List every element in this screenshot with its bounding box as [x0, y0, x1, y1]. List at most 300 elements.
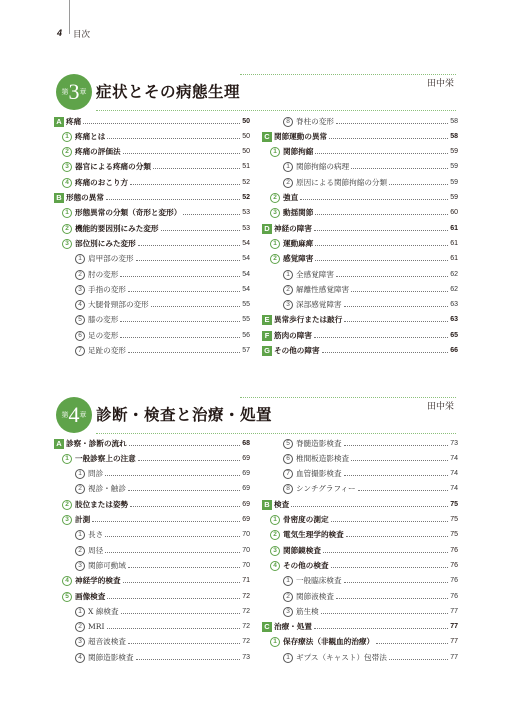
toc-entry[interactable] — [54, 114, 250, 128]
toc-entry[interactable] — [262, 436, 458, 450]
toc-entry[interactable] — [262, 236, 458, 250]
toc-entry[interactable] — [262, 344, 458, 358]
dot-leader — [358, 490, 449, 491]
item-number-badge: 1 — [270, 637, 280, 647]
toc-entry-page: 68 — [242, 439, 250, 447]
toc-entry-label: 脊髄造影検査 — [296, 438, 342, 448]
toc-entry-label: 疼痛のおこり方 — [75, 177, 129, 187]
item-number-badge: 1 — [270, 147, 280, 157]
toc-entry[interactable] — [54, 604, 250, 618]
toc-entry-label: 関節鏡検査 — [283, 545, 321, 555]
toc-entry-label: その他の検査 — [283, 560, 329, 570]
dot-leader — [389, 659, 448, 660]
section-letter-badge: C — [262, 132, 272, 142]
dot-leader — [105, 536, 240, 537]
item-number-badge: 3 — [75, 285, 85, 295]
toc-entry[interactable] — [262, 451, 458, 465]
dot-leader — [376, 643, 448, 644]
toc-entry-label: 異常歩行または跛行 — [274, 315, 343, 325]
dot-leader — [389, 184, 448, 185]
dot-leader — [130, 184, 240, 185]
item-number-badge: 3 — [75, 637, 85, 647]
item-number-badge: 2 — [62, 500, 72, 510]
toc-entry-label: 肩甲部の変形 — [88, 254, 134, 264]
toc-entry-label: 椎間板造影検査 — [296, 453, 350, 463]
toc-entry-page: 65 — [450, 331, 458, 339]
dot-leader — [344, 321, 448, 322]
toc-entry-page: 62 — [450, 270, 458, 278]
toc-entry-label: 機能的要因別にみた変形 — [75, 223, 159, 233]
margin-rule — [69, 0, 70, 34]
dot-leader — [128, 291, 240, 292]
toc-entry-label: 診察・診断の流れ — [66, 438, 127, 448]
toc-entry-page: 69 — [242, 485, 250, 493]
toc-entry-page: 70 — [242, 561, 250, 569]
toc-entry[interactable] — [54, 650, 250, 664]
toc-entry[interactable] — [54, 589, 250, 603]
item-number-badge: 5 — [75, 315, 85, 325]
toc-entry[interactable] — [54, 313, 250, 327]
toc-entry[interactable] — [262, 497, 458, 511]
toc-entry[interactable] — [262, 175, 458, 189]
toc-entry-label: 疼痛の評価法 — [75, 147, 121, 157]
toc-entry-page: 61 — [450, 239, 458, 247]
toc-entry-label: 関節拘縮 — [283, 147, 314, 157]
toc-entry-page: 52 — [242, 178, 250, 186]
toc-entry-page: 50 — [242, 148, 250, 156]
item-number-badge: 2 — [283, 285, 293, 295]
toc-entry-label: シンチグラフィー — [296, 484, 356, 494]
toc-entry[interactable] — [262, 543, 458, 557]
toc-entry-page: 54 — [242, 285, 250, 293]
toc-entry-page: 72 — [242, 638, 250, 646]
toc-entry-page: 55 — [242, 301, 250, 309]
dot-leader — [136, 659, 241, 660]
chapter-badge: 第 3 章 — [56, 74, 92, 110]
toc-entry-label: 器官による疼痛の分類 — [75, 162, 151, 172]
dot-leader — [128, 643, 240, 644]
dot-leader — [107, 138, 240, 139]
toc-entry-page: 63 — [450, 301, 458, 309]
toc-entry[interactable] — [54, 574, 250, 588]
item-number-badge: 8 — [283, 117, 293, 127]
dot-leader — [329, 138, 448, 139]
chapter-author: 田中栄 — [426, 79, 454, 89]
toc-entry-page: 59 — [450, 148, 458, 156]
dot-leader — [105, 552, 240, 553]
toc-entry[interactable] — [262, 574, 458, 588]
toc-entry[interactable] — [262, 114, 458, 128]
toc-entry-label: 深部感覚障害 — [296, 300, 342, 310]
dot-leader — [314, 337, 448, 338]
toc-entry-label: 形態の異常 — [66, 193, 104, 202]
dot-leader — [92, 521, 240, 522]
item-number-badge: 4 — [270, 561, 280, 571]
dot-leader — [315, 245, 448, 246]
toc-entry-label: 問診 — [88, 469, 104, 479]
toc-entry[interactable] — [262, 252, 458, 266]
toc-entry-page: 54 — [242, 239, 250, 247]
toc-entry-label: X 線検査 — [88, 606, 119, 616]
toc-entry-page: 54 — [242, 270, 250, 278]
toc-entry-page: 70 — [242, 546, 250, 554]
toc-entry-label: 運動麻痺 — [283, 238, 314, 248]
toc-entry-page: 75 — [450, 516, 458, 523]
toc-entry[interactable] — [262, 635, 458, 649]
item-number-badge: 1 — [270, 239, 280, 249]
toc-entry[interactable] — [54, 160, 250, 174]
toc-entry-label: 保存療法（非観血的治療） — [283, 637, 375, 647]
toc-entry-page: 77 — [450, 623, 458, 631]
item-number-badge: 8 — [283, 484, 293, 494]
toc-entry-page: 74 — [450, 470, 458, 478]
dot-leader — [130, 506, 240, 507]
toc-entry-page: 77 — [450, 653, 458, 661]
dot-leader — [321, 613, 448, 614]
item-number-badge: 2 — [270, 254, 280, 264]
toc-entry-page: 55 — [242, 316, 250, 324]
item-number-badge: 3 — [62, 162, 72, 172]
toc-entry-page: 54 — [242, 255, 250, 263]
toc-entry-page: 50 — [242, 132, 250, 140]
toc-entry-page: 76 — [450, 577, 458, 585]
item-number-badge: 2 — [270, 530, 280, 540]
toc-entry[interactable] — [262, 206, 458, 220]
toc-entry-page: 72 — [242, 592, 250, 600]
dot-leader — [344, 475, 449, 476]
toc-entry-page: 61 — [450, 255, 458, 263]
toc-entry-page: 71 — [242, 577, 250, 585]
toc-entry[interactable] — [54, 129, 250, 143]
toc-entry-page: 77 — [450, 638, 458, 646]
item-number-badge: 1 — [283, 576, 293, 586]
toc-entry[interactable] — [262, 467, 458, 481]
toc-entry-page: 50 — [242, 117, 250, 125]
item-number-badge: 1 — [283, 270, 293, 280]
dot-leader — [291, 506, 448, 507]
chapter-top-rule — [240, 74, 456, 75]
dot-leader — [161, 230, 241, 231]
toc-entry[interactable] — [262, 604, 458, 618]
toc-entry-label: 一般臨床検査 — [296, 576, 342, 586]
toc-entry[interactable] — [54, 298, 250, 312]
toc-entry-page: 60 — [450, 209, 458, 217]
toc-entry-label: 関節拘縮の病理 — [296, 162, 350, 172]
toc-entry-label: その他の障害 — [274, 346, 320, 355]
dot-leader — [106, 199, 240, 200]
toc-entry-page: 66 — [450, 347, 458, 354]
toc-entry-page: 53 — [242, 224, 250, 232]
toc-entry[interactable] — [54, 558, 250, 572]
item-number-badge: 3 — [62, 239, 72, 249]
section-letter-badge: E — [262, 315, 272, 325]
toc-entry-label: 感覚障害 — [283, 254, 314, 264]
chapter-divider — [96, 110, 456, 111]
toc-entry-label: 脊柱の変形 — [296, 116, 334, 126]
toc-entry[interactable] — [262, 650, 458, 664]
toc-entry[interactable] — [262, 145, 458, 159]
section-letter-badge: D — [262, 224, 272, 234]
toc-entry-page: 51 — [242, 163, 250, 171]
toc-entry[interactable] — [54, 175, 250, 189]
toc-entry[interactable] — [262, 221, 458, 235]
item-number-badge: 1 — [270, 515, 280, 525]
toc-entry-label: MRI — [88, 621, 105, 631]
toc-entry[interactable] — [54, 191, 250, 205]
section-letter-badge: F — [262, 331, 272, 341]
item-number-badge: 7 — [75, 346, 85, 356]
toc-entry-page: 76 — [450, 592, 458, 600]
dot-leader — [314, 230, 448, 231]
dot-leader — [120, 276, 240, 277]
toc-entry[interactable] — [262, 267, 458, 281]
dot-leader — [331, 521, 449, 522]
toc-entry[interactable] — [262, 589, 458, 603]
page-number: 4 — [57, 28, 63, 38]
item-number-badge: 2 — [75, 546, 85, 556]
toc-entry[interactable] — [54, 206, 250, 220]
dot-leader — [123, 582, 241, 583]
dot-leader — [136, 260, 241, 261]
section-letter-badge: C — [262, 622, 272, 632]
item-number-badge: 1 — [62, 454, 72, 464]
item-number-badge: 1 — [75, 530, 85, 540]
item-number-badge: 2 — [62, 147, 72, 157]
section-letter-badge: A — [54, 117, 64, 127]
toc-entry-label: 関節造影検査 — [88, 652, 134, 662]
toc-entry-label: 神経の障害 — [274, 223, 312, 233]
dot-leader — [128, 567, 240, 568]
section-letter-badge: B — [54, 193, 64, 203]
dot-leader — [315, 153, 448, 154]
toc-entry-label: 解離性感覚障害 — [296, 284, 350, 294]
toc-entry[interactable] — [262, 620, 458, 634]
toc-entry-page: 59 — [450, 178, 458, 186]
dot-leader — [300, 199, 448, 200]
toc-entry-page: 76 — [450, 546, 458, 554]
toc-entry-page: 69 — [242, 470, 250, 478]
dot-leader — [344, 306, 449, 307]
item-number-badge: 4 — [75, 300, 85, 310]
dot-leader — [107, 628, 241, 629]
toc-entry[interactable] — [54, 513, 250, 527]
item-number-badge: 1 — [283, 162, 293, 172]
chapter-number: 4 — [68, 402, 80, 427]
item-number-badge: 1 — [75, 607, 85, 617]
toc-entry-label: 筋生検 — [296, 606, 319, 616]
toc-entry-page: 74 — [450, 485, 458, 493]
chapter-badge: 第 4 章 — [56, 397, 92, 433]
toc-entry[interactable] — [262, 129, 458, 143]
toc-entry-page: 57 — [242, 347, 250, 354]
dot-leader — [314, 628, 448, 629]
toc-entry[interactable] — [262, 528, 458, 542]
toc-entry[interactable] — [262, 482, 458, 496]
toc-entry-label: 関節運動の異常 — [274, 131, 328, 141]
dot-leader — [121, 613, 241, 614]
toc-entry-page: 69 — [242, 454, 250, 462]
dot-leader — [346, 536, 448, 537]
toc-entry-page: 59 — [450, 163, 458, 171]
toc-entry[interactable] — [54, 221, 250, 235]
toc-entry[interactable] — [262, 558, 458, 572]
toc-entry-page: 74 — [450, 454, 458, 462]
toc-entry[interactable] — [54, 252, 250, 266]
toc-entry-page: 58 — [450, 132, 458, 140]
toc-entry[interactable] — [54, 467, 250, 481]
running-head-title: 目次 — [73, 30, 91, 40]
toc-entry-label: 検査 — [274, 499, 290, 509]
toc-entry[interactable] — [54, 344, 250, 358]
item-number-badge: 5 — [283, 439, 293, 449]
toc-entry-page: 69 — [242, 500, 250, 508]
toc-entry[interactable] — [262, 160, 458, 174]
chapter-divider — [96, 433, 456, 434]
dot-leader — [336, 598, 448, 599]
toc-entry[interactable] — [54, 328, 250, 342]
item-number-badge: 2 — [283, 592, 293, 602]
toc-entry-label: 治療・処置 — [274, 622, 312, 632]
toc-entry-page: 75 — [450, 531, 458, 539]
toc-entry[interactable] — [54, 145, 250, 159]
toc-entry-label: 手指の変形 — [88, 284, 126, 294]
item-number-badge: 3 — [270, 546, 280, 556]
item-number-badge: 1 — [283, 653, 293, 663]
item-number-badge: 4 — [62, 178, 72, 188]
toc-entry-label: 関節液検査 — [296, 591, 334, 601]
toc-entry-label: 視診・触診 — [88, 484, 126, 494]
dot-leader — [120, 337, 240, 338]
toc-entry-label: 電気生理学的検査 — [283, 530, 344, 540]
toc-entry-page: 69 — [242, 516, 250, 523]
item-number-badge: 3 — [62, 515, 72, 525]
toc-entry[interactable] — [262, 328, 458, 342]
toc-entry[interactable] — [54, 267, 250, 281]
toc-entry[interactable] — [54, 635, 250, 649]
dot-leader — [128, 490, 240, 491]
toc-entry[interactable] — [262, 298, 458, 312]
toc-entry-page: 73 — [450, 439, 458, 447]
toc-entry-page: 58 — [450, 117, 458, 125]
toc-entry-page: 76 — [450, 561, 458, 569]
toc-entry-label: 周径 — [88, 545, 104, 555]
toc-entry-label: 疼痛とは — [75, 131, 106, 141]
toc-entry[interactable] — [262, 513, 458, 527]
dot-leader — [151, 306, 240, 307]
section-letter-badge: B — [262, 500, 272, 510]
toc-entry-label: 足の変形 — [88, 330, 119, 340]
toc-entry-page: 62 — [450, 285, 458, 293]
item-number-badge: 1 — [62, 208, 72, 218]
toc-entry[interactable] — [262, 191, 458, 205]
toc-entry-page: 56 — [242, 331, 250, 339]
toc-entry-page: 70 — [242, 531, 250, 539]
toc-entry-label: 骨密度の測定 — [283, 515, 329, 524]
toc-entry[interactable] — [262, 282, 458, 296]
toc-entry[interactable] — [54, 282, 250, 296]
item-number-badge: 5 — [62, 592, 72, 602]
item-number-badge: 2 — [62, 224, 72, 234]
dot-leader — [336, 276, 448, 277]
dot-leader — [123, 153, 241, 154]
dot-leader — [83, 123, 240, 124]
toc-entry-label: 大腿骨頸部の変形 — [88, 300, 149, 310]
toc-entry-page: 52 — [242, 194, 250, 201]
toc-entry-label: 画像検査 — [75, 591, 106, 601]
toc-entry-page: 63 — [450, 316, 458, 324]
toc-entry[interactable] — [54, 436, 250, 450]
toc-entry-label: 血管撮影検査 — [296, 469, 342, 479]
item-number-badge: 2 — [283, 178, 293, 188]
dot-leader — [351, 168, 448, 169]
chapter-4-heading — [56, 397, 456, 437]
toc-entry-label: 疼痛 — [66, 116, 82, 126]
item-number-badge: 2 — [75, 622, 85, 632]
item-number-badge: 1 — [75, 469, 85, 479]
toc-entry-page: 72 — [242, 623, 250, 631]
toc-entry-label: 足趾の変形 — [88, 346, 126, 355]
toc-entry[interactable] — [54, 451, 250, 465]
toc-entry-label: 強直 — [283, 193, 299, 202]
toc-entry[interactable] — [54, 236, 250, 250]
toc-entry-label: 長さ — [88, 530, 104, 540]
toc-entry-page: 59 — [450, 194, 458, 201]
toc-entry-page: 77 — [450, 607, 458, 615]
chapter-title: 診断・検査と治療・処置 — [96, 406, 273, 424]
dot-leader — [129, 445, 240, 446]
chapter-3-heading — [56, 74, 456, 114]
toc-entry-label: ギプス（キャスト）包帯法 — [296, 652, 387, 662]
toc-entry-label: 形態異常の分類（奇形と変形） — [75, 208, 182, 218]
item-number-badge: 2 — [270, 193, 280, 203]
toc-entry[interactable] — [54, 528, 250, 542]
item-number-badge: 6 — [75, 331, 85, 341]
section-letter-badge: G — [262, 346, 272, 356]
toc-entry[interactable] — [54, 497, 250, 511]
toc-entry[interactable] — [54, 620, 250, 634]
toc-entry-page: 72 — [242, 607, 250, 615]
toc-entry-label: 原因による関節拘縮の分類 — [296, 177, 388, 187]
item-number-badge: 4 — [75, 653, 85, 663]
item-number-badge: 7 — [283, 469, 293, 479]
toc-entry[interactable] — [54, 543, 250, 557]
toc-entry-label: 肢位または姿勢 — [75, 499, 129, 509]
chapter-title: 症状とその病態生理 — [96, 83, 241, 101]
dot-leader — [120, 321, 240, 322]
item-number-badge: 3 — [283, 300, 293, 310]
item-number-badge: 3 — [283, 607, 293, 617]
toc-entry-page: 73 — [242, 653, 250, 661]
toc-entry-label: 部位別にみた変形 — [75, 238, 136, 248]
toc-entry[interactable] — [262, 313, 458, 327]
toc-entry[interactable] — [54, 482, 250, 496]
dot-leader — [183, 214, 240, 215]
item-number-badge: 2 — [75, 484, 85, 494]
toc-entry-label: 関節可動域 — [88, 560, 126, 570]
item-number-badge: 6 — [283, 454, 293, 464]
dot-leader — [128, 352, 240, 353]
toc-entry-label: 超音波検査 — [88, 637, 126, 647]
item-number-badge: 3 — [75, 561, 85, 571]
item-number-badge: 1 — [75, 254, 85, 264]
section-letter-badge: A — [54, 439, 64, 449]
toc-entry-label: 計測 — [75, 515, 91, 524]
toc-entry-label: 全感覚障害 — [296, 269, 334, 279]
dot-leader — [351, 460, 448, 461]
dot-leader — [105, 475, 240, 476]
dot-leader — [344, 582, 449, 583]
dot-leader — [138, 245, 240, 246]
